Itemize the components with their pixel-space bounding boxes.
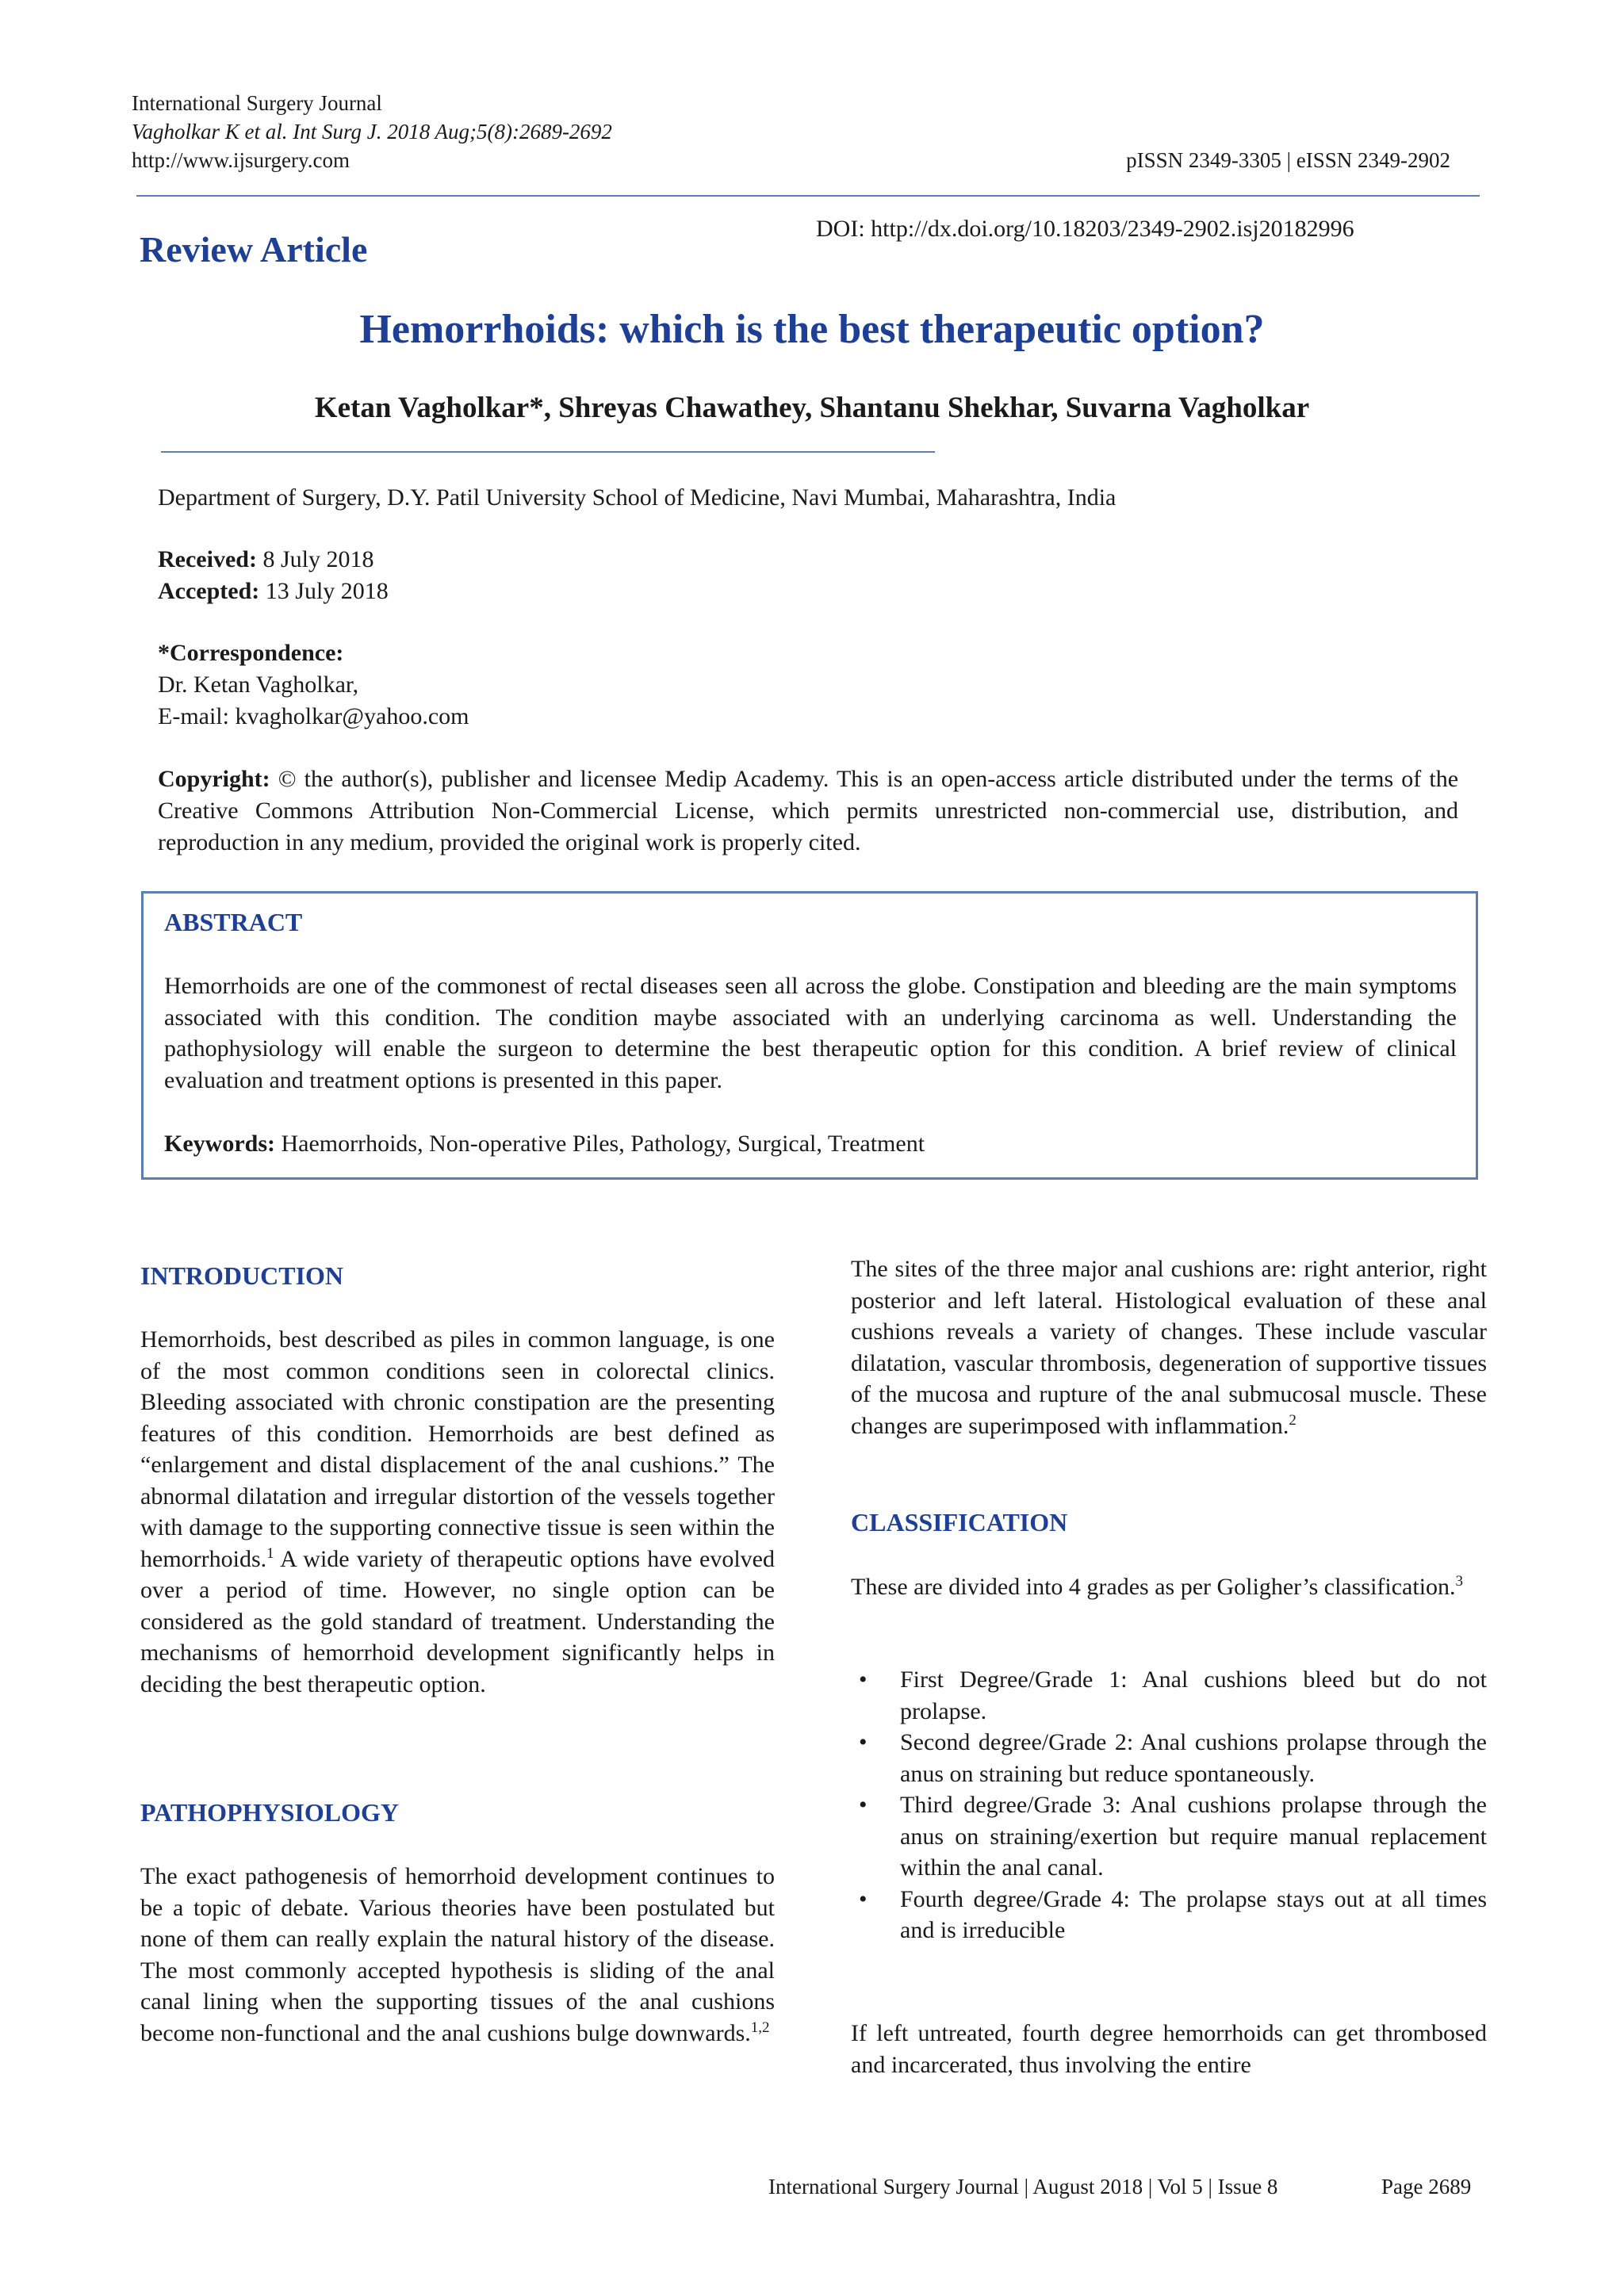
header-rule <box>136 195 1480 197</box>
bullet-icon: • <box>859 1792 868 1818</box>
received-label: Received: <box>158 546 257 572</box>
bullet-icon: • <box>859 1729 868 1755</box>
grades-list <box>851 1664 1487 1946</box>
abstract-heading: ABSTRACT <box>164 908 303 936</box>
bullet-icon: • <box>859 1885 868 1912</box>
authors-rule <box>161 451 935 453</box>
keywords-value: Haemorrhoids, Non-operative Piles, Pathology, Surgical, Treatment <box>281 1131 925 1157</box>
footer-journal-info: International Surgery Journal | August 2018 | Vol 5 | Issue 8 <box>768 2175 1278 2198</box>
pathophysiology-heading: PATHOPHYSIOLOGY <box>140 1798 399 1827</box>
received-value: 8 July 2018 <box>262 546 374 572</box>
accepted-value: 13 July 2018 <box>265 578 389 604</box>
list-item: • Fourth degree/Grade 4: The prolapse stays out at all times and is irreducible <box>851 1884 1487 1946</box>
list-item: • First Degree/Grade 1: Anal cushions bleed but do not prolapse. <box>851 1664 1487 1727</box>
introduction-heading: INTRODUCTION <box>140 1261 344 1290</box>
copyright-text: © the author(s), publisher and licensee Medip Academy. This is an open-access article distributed under the terms of the Creative Commons Attribution Non-Commercial License, which permits unrestricted non-commercial use, distribution, and reproduction in any medium, provided the original work is properly cited. <box>158 766 1459 855</box>
correspondence-email[interactable]: E-mail: kvagholkar@yahoo.com <box>158 703 469 729</box>
citation-ref: 2 <box>1289 1411 1297 1429</box>
citation: Vagholkar K et al. Int Surg J. 2018 Aug;5(8):2689-2692 <box>132 120 612 144</box>
page-number: Page 2689 <box>1381 2175 1472 2198</box>
received-date <box>158 544 373 576</box>
author-list: Ketan Vagholkar*, Shreyas Chawathey, Shantanu Shekhar, Suvarna Vagholkar <box>314 392 1310 424</box>
accepted-label: Accepted: <box>158 578 260 604</box>
journal-name: International Surgery Journal <box>132 91 382 115</box>
pathophysiology-text: The exact pathogenesis of hemorrhoid development continues to be a topic of debate. Various theories have been postulated but none of them can really explain the natural history of the disease. The most commonly accepted hypothesis is sliding of the anal canal lining when the supporting tissues of the anal cushions become non-functional and the anal cushions bulge downwards.$^{1,2}$ <box>140 1863 775 2046</box>
keywords-label: Keywords: <box>164 1131 275 1157</box>
keywords <box>164 1128 925 1160</box>
correspondence-name: Dr. Ketan Vagholkar, <box>158 672 359 698</box>
bullet-icon: • <box>859 1667 868 1693</box>
citation-ref: 1,2 <box>750 2019 770 2036</box>
classification-intro: These are divided into 4 grades as per Goligher’s classification.$^3$ <box>851 1573 1464 1600</box>
correspondence-label: *Correspondence: <box>158 640 344 666</box>
citation-ref: 3 <box>1455 1573 1464 1590</box>
article-title: Hemorrhoids: which is the best therapeutic option? <box>359 307 1265 352</box>
untreated-text: If left untreated, fourth degree hemorrhoids can get thrombosed and incarcerated, thus involving the entire <box>851 2020 1487 2078</box>
journal-url[interactable]: http://www.ijsurgery.com <box>132 148 350 172</box>
article-type: Review Article <box>140 229 368 270</box>
anal-cushions-text: The sites of the three major anal cushions are: right anterior, right posterior and left lateral. Histological evaluation of these anal cushions reveals a variety of changes. These include vascular dilatation, vascular thrombosis, degeneration of supportive tissues of the mucosa and rupture of the anal submucosal muscle. These changes are superimposed with inflammation.$^2$ <box>851 1256 1487 1439</box>
affiliation: Department of Surgery, D.Y. Patil University School of Medicine, Navi Mumbai, Maharashtra, India <box>158 484 1116 511</box>
issn: pISSN 2349-3305 | eISSN 2349-2902 <box>1126 148 1450 172</box>
accepted-date <box>158 576 389 607</box>
citation-ref: 1 <box>266 1544 274 1562</box>
list-item: • Second degree/Grade 2: Anal cushions prolapse through the anus on straining but reduce spontaneously. <box>851 1727 1487 1789</box>
classification-heading: CLASSIFICATION <box>851 1508 1068 1536</box>
doi-link[interactable]: DOI: http://dx.doi.org/10.18203/2349-2902.isj20182996 <box>816 216 1354 242</box>
introduction-text: Hemorrhoids, best described as piles in common language, is one of the most common conditions seen in colorectal clinics. Bleeding associated with chronic constipation are the presenting features of this condition. Hemorrhoids are best defined as “enlargement and distal displacement of the anal cushions.” The abnormal dilatation and irregular distortion of the vessels together with damage to the supporting connective tissue is seen within the hemorrhoids.$^1$ A wide variety of therapeutic options have evolved over a period of time. However, no single option can be considered as the gold standard of treatment. Understanding the mechanisms of hemorrhoid development significantly helps in deciding the best therapeutic option. <box>140 1326 775 1697</box>
copyright-label: Copyright: <box>158 766 270 792</box>
copyright-notice <box>158 763 1458 859</box>
abstract-text: Hemorrhoids are one of the commonest of rectal diseases seen all across the globe. Constipation and bleeding are the main symptoms associated with this condition. The condition maybe associated with an underlying carcinoma as well. Understanding the pathophysiology will enable the surgeon to determine the best therapeutic option for this condition. A brief review of clinical evaluation and treatment options is presented in this paper. <box>164 973 1457 1093</box>
list-item: • Third degree/Grade 3: Anal cushions prolapse through the anus on straining/exertion but require manual replacement within the anal canal. <box>851 1789 1487 1884</box>
